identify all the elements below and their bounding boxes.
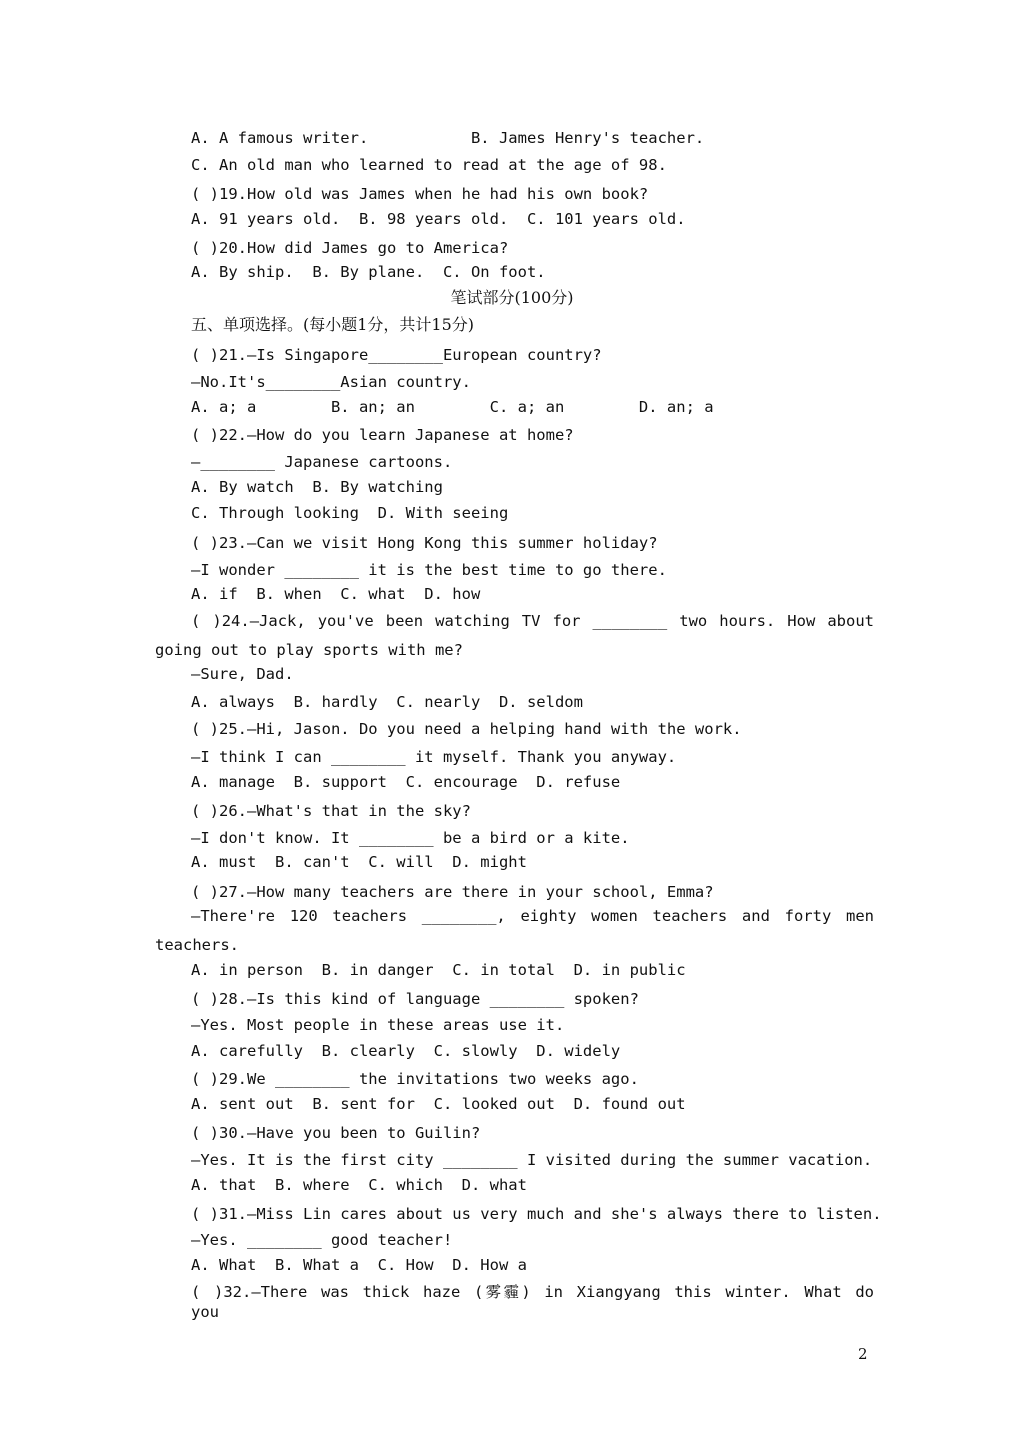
q27-options: A. in person B. in danger C. in total D. in public [191,961,686,979]
question-24-cont: going out to play sports with me? [155,641,463,659]
q26-answer-line: —I don't know. It ________ be a bird or a kite. [191,829,630,847]
q27-answer-line: —There're 120 teachers ________, eighty women teachers and forty men [191,907,874,925]
q22-options-ab: A. By watch B. By watching [191,478,443,496]
section-5-heading: 五、单项选择。(每小题1分，共计15分) [191,315,475,334]
question-27: ( )27.—How many teachers are there in your school, Emma? [191,883,714,901]
q20-options: A. By ship. B. By plane. C. On foot. [191,263,546,281]
q28-options: A. carefully B. clearly C. slowly D. widely [191,1042,621,1060]
written-part-heading: 笔试部分(100分) [450,288,574,307]
q22-options-cd: C. Through looking D. With seeing [191,504,509,522]
question-23: ( )23.—Can we visit Hong Kong this summer holiday? [191,534,658,552]
q30-answer-line: —Yes. It is the first city ________ I visited during the summer vacation. [191,1151,873,1169]
question-25: ( )25.—Hi, Jason. Do you need a helping hand with the work. [191,720,742,738]
q23-options: A. if B. when C. what D. how [191,585,481,603]
q22-answer-line: —________ Japanese cartoons. [191,453,453,471]
page-number: 2 [858,1345,868,1363]
q26-options: A. must B. can't C. will D. might [191,853,527,871]
q18-options-ab: A. A famous writer. B. James Henry's teacher. [191,129,705,147]
q21-options: A. a; a B. an; an C. a; an D. an; a [191,398,714,416]
q31-answer-line: —Yes. ________ good teacher! [191,1231,453,1249]
q24-answer-line: —Sure, Dad. [191,665,294,683]
q19-options: A. 91 years old. B. 98 years old. C. 101 years old. [191,210,686,228]
q27-answer-cont: teachers. [155,936,239,954]
q23-answer-line: —I wonder ________ it is the best time to go there. [191,561,667,579]
q25-answer-line: —I think I can ________ it myself. Thank you anyway. [191,748,677,766]
question-19: ( )19.How old was James when he had his own book? [191,185,649,203]
q29-options: A. sent out B. sent for C. looked out D. found out [191,1095,686,1113]
question-20: ( )20.How did James go to America? [191,239,509,257]
q31-options: A. What B. What a C. How D. How a [191,1256,527,1274]
q30-options: A. that B. where C. which D. what [191,1176,527,1194]
q21-answer-line: —No.It's________Asian country. [191,373,471,391]
question-32: ( )32.—There was thick haze (雾霾) in Xiangyang this winter. What do you [191,1283,874,1321]
q25-options: A. manage B. support C. encourage D. refuse [191,773,621,791]
question-21: ( )21.—Is Singapore________European country? [191,346,602,364]
q28-answer-line: —Yes. Most people in these areas use it. [191,1016,565,1034]
q18-option-c: C. An old man who learned to read at the age of 98. [191,156,667,174]
question-29: ( )29.We ________ the invitations two weeks ago. [191,1070,639,1088]
question-30: ( )30.—Have you been to Guilin? [191,1124,481,1142]
q24-options: A. always B. hardly C. nearly D. seldom [191,693,583,711]
question-31: ( )31.—Miss Lin cares about us very much and she's always there to listen. [191,1205,882,1223]
question-28: ( )28.—Is this kind of language ________ spoken? [191,990,639,1008]
question-24: ( )24.—Jack, you've been watching TV for ________ two hours. How about [191,612,874,630]
question-22: ( )22.—How do you learn Japanese at home? [191,426,574,444]
question-26: ( )26.—What's that in the sky? [191,802,471,820]
